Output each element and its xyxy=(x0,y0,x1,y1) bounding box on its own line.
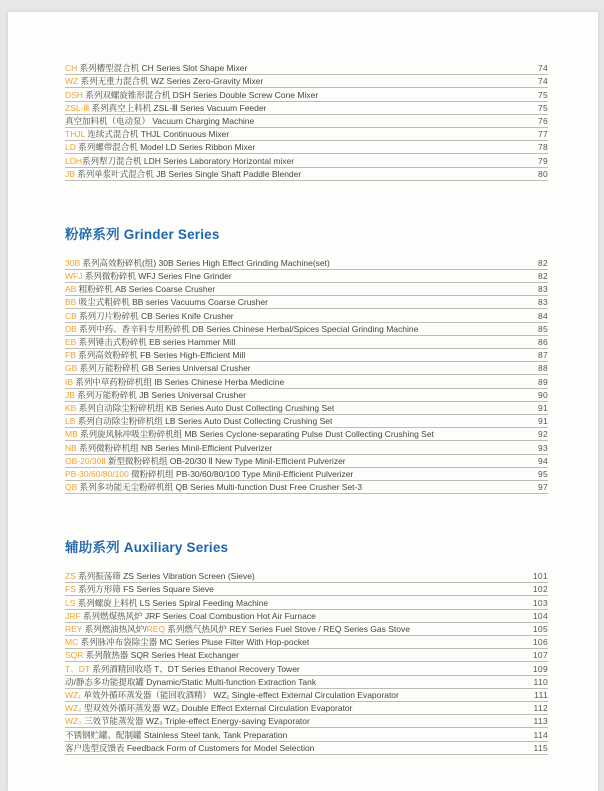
toc-entry-title xyxy=(65,103,266,114)
toc-entry-title xyxy=(65,624,410,635)
toc-page-number: 109 xyxy=(532,663,548,674)
toc-section-grinder xyxy=(65,225,548,494)
series-code: REQ xyxy=(146,624,165,634)
toc-entry-title xyxy=(65,703,353,714)
entry-label: 系列螺带混合机 Model LD Series Ribbon Mixer xyxy=(75,142,256,153)
toc-page-number: 110 xyxy=(533,676,548,687)
toc-entry-title xyxy=(65,76,263,87)
toc-page-number: 114 xyxy=(533,729,548,740)
toc-page-number: 92 xyxy=(537,429,548,440)
toc-entry-title xyxy=(65,169,301,180)
entry-label: 型双效外循环蒸发器 WZ₂ Double Effect External Circulation Evaporator xyxy=(81,703,353,714)
toc-page-number: 102 xyxy=(532,584,548,595)
toc-entry[interactable] xyxy=(65,309,548,322)
toc-entry[interactable] xyxy=(65,623,548,636)
toc-page-number: 88 xyxy=(537,363,548,374)
entry-label: 系列万能粉碎机 GB Series Universal Crusher xyxy=(77,363,251,374)
entry-label: 不锈钢贮罐、配制罐 Stainless Steel tank, Tank Preparation xyxy=(65,729,288,740)
toc-page-number: 91 xyxy=(537,402,548,413)
entry-label: 系列犁刀混合机 LDH Series Laboratory Horizontal mixer xyxy=(82,155,295,166)
toc-page-number: 95 xyxy=(537,468,548,479)
toc-entry-title xyxy=(65,482,362,493)
toc-page-number: 89 xyxy=(537,376,548,387)
toc-page-number: 82 xyxy=(537,257,548,268)
toc-page-number: 86 xyxy=(537,337,548,347)
toc-entry-title xyxy=(65,116,254,127)
series-code: JRF xyxy=(65,610,81,621)
toc-entry-title xyxy=(65,664,300,675)
series-code: WZ xyxy=(65,76,79,87)
toc-entry[interactable] xyxy=(65,441,548,454)
toc-entry-title xyxy=(65,311,234,322)
series-code: GB xyxy=(65,363,78,374)
entry-label: 系列脉冲布袋除尘器 MC Series Pluse Filter With Hop-pocket xyxy=(78,637,310,648)
entry-label: 连续式混合机 THJL Continuous Mixer xyxy=(85,129,230,140)
toc-entry-title xyxy=(65,129,229,140)
toc-entry-title xyxy=(65,284,215,295)
series-code: FS xyxy=(65,584,76,595)
toc-page-number: 76 xyxy=(537,115,548,126)
toc-entry-title xyxy=(65,690,399,701)
section-heading-auxiliary-series: 辅助系列 Auxiliary Series xyxy=(65,540,229,556)
toc-entry-title xyxy=(65,650,239,661)
entry-label: 真空加料机（电动泵） Vacuum Charging Machine xyxy=(65,115,255,126)
toc-page-number: 91 xyxy=(537,416,548,427)
entry-label: 系列真空上料机 ZSL-Ⅲ Series Vacuum Feeder xyxy=(89,102,267,113)
toc-entry-title xyxy=(65,443,272,454)
toc-entry-title xyxy=(65,637,309,648)
toc-page-number: 83 xyxy=(537,284,548,295)
toc-page-number: 93 xyxy=(537,442,548,453)
entry-label: 系列万能粉碎机 JB Series Universal Crusher xyxy=(74,389,246,400)
toc-entry[interactable] xyxy=(65,75,548,88)
toc-page-number: 79 xyxy=(537,155,548,166)
entry-label: 系列自动除尘粉碎机组 LB Series Auto Dust Collecting Crushing Set xyxy=(75,416,333,427)
toc-entry[interactable] xyxy=(65,362,548,375)
entry-label: 动/静态多功能提取罐 Dynamic/Static Multi-function Extraction Tank xyxy=(65,676,317,687)
toc-list-auxiliary xyxy=(65,570,548,755)
toc-page-number: 97 xyxy=(537,482,548,493)
series-code: EB xyxy=(65,337,77,347)
toc-page-number: 78 xyxy=(537,142,548,153)
entry-label: 系列槽型混合机 CH Series Slot Shape Mixer xyxy=(77,63,248,74)
toc-page-number: 113 xyxy=(533,716,548,727)
series-code: LD xyxy=(65,142,76,153)
entry-label: 系列高效粉碎机 FB Series High-Efficient Mill xyxy=(75,350,246,361)
toc-section-auxiliary xyxy=(65,538,548,755)
toc-page-number: 75 xyxy=(537,102,548,113)
series-code: AB xyxy=(65,284,77,295)
series-code: CB xyxy=(65,310,77,321)
toc-entry[interactable] xyxy=(65,570,548,583)
toc-entry[interactable] xyxy=(65,610,548,623)
toc-entry[interactable] xyxy=(65,375,548,388)
toc-page-number: 84 xyxy=(537,310,548,321)
series-code: FB xyxy=(65,350,76,361)
entry-label: 新型微粉碎机组 OB-20/30 Ⅱ New Type Minil-Efficient Pulverizer xyxy=(105,455,346,466)
toc-entry[interactable] xyxy=(65,649,548,662)
toc-entry-title xyxy=(65,156,294,167)
toc-page-number: 87 xyxy=(537,350,548,361)
entry-label: 单效外循环蒸发器（能回收酒精） WZ₁ Single-effect External Circulation Evaporator xyxy=(81,689,399,700)
toc-entry[interactable] xyxy=(65,468,548,481)
toc-entry-title xyxy=(65,416,332,427)
toc-entry-title xyxy=(65,271,232,282)
toc-entry-title xyxy=(65,297,268,308)
series-code: LDH xyxy=(65,155,83,166)
series-code: MB xyxy=(65,429,78,440)
series-code: JB xyxy=(65,168,75,179)
series-code: ZSL-Ⅲ xyxy=(65,102,90,113)
toc-entry-title xyxy=(65,324,418,335)
toc-entry[interactable] xyxy=(65,257,548,270)
entry-label: 系列散热器 SQR Series Heat Exchanger xyxy=(83,650,239,661)
series-code: T、DT xyxy=(65,663,90,674)
entry-label: 系列高效粉碎机(组) 30B Series High Effect Grinding Machine(set) xyxy=(80,257,330,268)
toc-page-number: 90 xyxy=(537,389,548,400)
toc-entry[interactable] xyxy=(65,62,548,75)
entry-label: 系列自动除尘粉碎机组 KB Series Auto Dust Collecting Crushing Set xyxy=(76,402,335,413)
entry-label: 系列酒精回收塔 T、DT Series Ethanol Recovery Tower xyxy=(89,663,300,674)
toc-entry[interactable] xyxy=(65,455,548,468)
toc-page-number: 74 xyxy=(537,76,548,87)
entry-label: 系列中药、香辛料专用粉碎机 DB Series Chinese Herbal/Spices Special Grinding Machine xyxy=(76,323,419,334)
toc-entry-title xyxy=(65,377,284,388)
entry-label: 系列单浆叶式混合机 JB Series Single Shaft Paddle Blender xyxy=(74,168,302,179)
catalog-toc-page xyxy=(8,12,598,791)
toc-page-number: 77 xyxy=(537,129,548,140)
toc-page-number: 103 xyxy=(532,597,548,608)
entry-label: 吸尘式粗碎机 BB series Vacuums Coarse Crusher xyxy=(76,297,268,308)
series-code: REY xyxy=(65,624,83,634)
toc-list-grinder xyxy=(65,257,548,494)
toc-entry-title xyxy=(65,403,334,414)
section-heading-grinder-series: 粉碎系列 Grinder Series xyxy=(65,226,220,242)
series-code: ZS xyxy=(65,571,76,582)
series-code: JB xyxy=(65,389,75,400)
entry-label: 系列锤击式粉碎机 EB series Hammer Mill xyxy=(76,337,236,347)
toc-entry[interactable] xyxy=(65,742,548,755)
toc-page-number: 85 xyxy=(537,323,548,334)
toc-entry-title xyxy=(65,743,314,754)
entry-label: 系列燃油热风炉/ xyxy=(82,624,147,634)
series-code: 30B xyxy=(65,257,81,268)
toc-entry-title xyxy=(65,730,287,741)
toc-page-number: 106 xyxy=(532,637,548,648)
entry-label: 系列螺旋上料机 LS Series Spiral Feeding Machine xyxy=(75,597,269,608)
series-code: THJL xyxy=(65,129,85,140)
entry-label: 系列中草药粉碎机组 IB Series Chinese Herba Medicine xyxy=(73,376,285,387)
toc-entry[interactable] xyxy=(65,115,548,128)
entry-label: 系列刀片粉碎机 CB Series Knife Crusher xyxy=(76,310,234,321)
toc-page-number: 75 xyxy=(537,89,548,100)
toc-section-mixer-continued xyxy=(65,62,548,181)
toc-entry[interactable] xyxy=(65,168,548,181)
toc-page-number: 80 xyxy=(537,168,548,179)
toc-entry[interactable] xyxy=(65,728,548,741)
series-code: BB xyxy=(65,297,77,308)
toc-entry-title xyxy=(65,611,316,622)
toc-entry[interactable] xyxy=(65,481,548,494)
toc-entry[interactable] xyxy=(65,583,548,596)
entry-label: 系列方形筛 FS Series Square Sieve xyxy=(75,584,214,595)
toc-entry-title xyxy=(65,90,318,101)
toc-page-number: 105 xyxy=(532,624,548,634)
toc-entry[interactable] xyxy=(65,702,548,715)
entry-label: 粗粉碎机 AB Series Coarse Crusher xyxy=(76,284,216,295)
toc-page-number: 101 xyxy=(532,571,548,582)
toc-entry-title xyxy=(65,571,255,582)
series-code: NB xyxy=(65,442,77,453)
toc-entry-title xyxy=(65,142,255,153)
toc-page-number: 83 xyxy=(537,297,548,308)
toc-entry[interactable] xyxy=(65,349,548,362)
toc-entry[interactable] xyxy=(65,428,548,441)
toc-entry-title xyxy=(65,677,316,688)
toc-entry-title xyxy=(65,258,330,269)
toc-entry-title xyxy=(65,350,245,361)
toc-entry-title xyxy=(65,598,268,609)
toc-entry-title xyxy=(65,584,214,595)
toc-entry[interactable] xyxy=(65,389,548,402)
toc-page-number: 115 xyxy=(533,742,548,753)
toc-entry[interactable] xyxy=(65,270,548,283)
entry-label: 系列旋风脉冲吸尘粉碎机组 MB Series Cyclone-separating Pulse Dust Collecting Crushing Set xyxy=(77,429,434,440)
toc-page-number: 82 xyxy=(537,271,548,282)
toc-entry-title xyxy=(65,63,247,74)
toc-entry-title xyxy=(65,429,434,440)
entry-label: 三效节能蒸发器 WZ₃ Triple-effect Energy-saving Evaporator xyxy=(81,716,310,727)
toc-entry-title xyxy=(65,363,251,374)
series-code: WZ₂ xyxy=(65,703,82,714)
toc-entry[interactable] xyxy=(65,128,548,141)
series-code: KB xyxy=(65,402,77,413)
toc-page-number: 112 xyxy=(533,703,548,714)
toc-entry[interactable] xyxy=(65,689,548,702)
entry-label: 系列微粉碎机组 NB Series Minil-Efficient Pulverizer xyxy=(76,442,273,453)
toc-page-number: 94 xyxy=(537,455,548,466)
toc-entry[interactable] xyxy=(65,296,548,309)
toc-entry[interactable] xyxy=(65,141,548,154)
toc-entry[interactable] xyxy=(65,662,548,675)
toc-page-number: 111 xyxy=(534,689,548,700)
toc-list-mixer xyxy=(65,62,548,181)
series-code: WZ₁ xyxy=(65,689,82,700)
entry-label: 系列微粉碎机 WFJ Series Fine Grinder xyxy=(82,271,232,282)
toc-entry-title xyxy=(65,456,346,467)
toc-page-number: 107 xyxy=(532,650,548,661)
entry-label: 系列无重力混合机 WZ Series Zero-Gravity Mixer xyxy=(78,76,264,87)
toc-page-number: 74 xyxy=(537,63,548,74)
toc-entry[interactable] xyxy=(65,636,548,649)
toc-entry-title xyxy=(65,469,353,480)
toc-entry[interactable] xyxy=(65,596,548,609)
series-code: WZ₃ xyxy=(65,716,82,727)
series-code: WFJ xyxy=(65,271,83,282)
toc-entry[interactable] xyxy=(65,676,548,689)
toc-entry[interactable] xyxy=(65,415,548,428)
toc-entry[interactable] xyxy=(65,283,548,296)
toc-entry[interactable] xyxy=(65,88,548,101)
series-code: SQR xyxy=(65,650,84,661)
series-code: QB xyxy=(65,482,78,493)
toc-entry[interactable] xyxy=(65,402,548,415)
toc-entry[interactable] xyxy=(65,102,548,115)
toc-page-number: 104 xyxy=(532,610,548,621)
series-code: LS xyxy=(65,597,76,608)
series-code: PB-30/60/80/100 xyxy=(65,468,129,479)
series-code: DB xyxy=(65,323,77,334)
series-code: IB xyxy=(65,376,74,387)
entry-label: 系列燃气热风炉 REY Series Fuel Stove / REQ Series Gas Stove xyxy=(164,624,410,634)
series-code: LB xyxy=(65,416,76,427)
entry-label: 系列燃煤热风炉 JRF Series Coal Combustion Hot Air Furnace xyxy=(80,610,316,621)
series-code: CH xyxy=(65,63,78,74)
series-code: DSH xyxy=(65,89,83,100)
series-code: OB-20/30Ⅱ xyxy=(65,455,106,466)
toc-entry[interactable] xyxy=(65,715,548,728)
toc-entry[interactable] xyxy=(65,154,548,167)
toc-entry-title xyxy=(65,337,236,348)
toc-entry-title xyxy=(65,716,310,727)
entry-label: 系列双螺旋锥形混合机 DSH Series Double Screw Cone Mixer xyxy=(82,89,319,100)
toc-entry-title xyxy=(65,390,246,401)
entry-label: 微粉碎机组 PB-30/60/80/100 Type Minil-Efficient Pulverizer xyxy=(128,468,354,479)
toc-entry[interactable] xyxy=(65,336,548,349)
series-code: MC xyxy=(65,637,79,648)
entry-label: 系列振荡筛 ZS Series Vibration Screen (Sieve) xyxy=(75,571,255,582)
toc-entry[interactable] xyxy=(65,323,548,336)
entry-label: 客户选型反馈表 Feedback Form of Customers for Model Selection xyxy=(65,742,315,753)
entry-label: 系列多功能无尘粉碎机组 QB Series Multi-function Dust Free Crusher Set-3 xyxy=(77,482,363,493)
